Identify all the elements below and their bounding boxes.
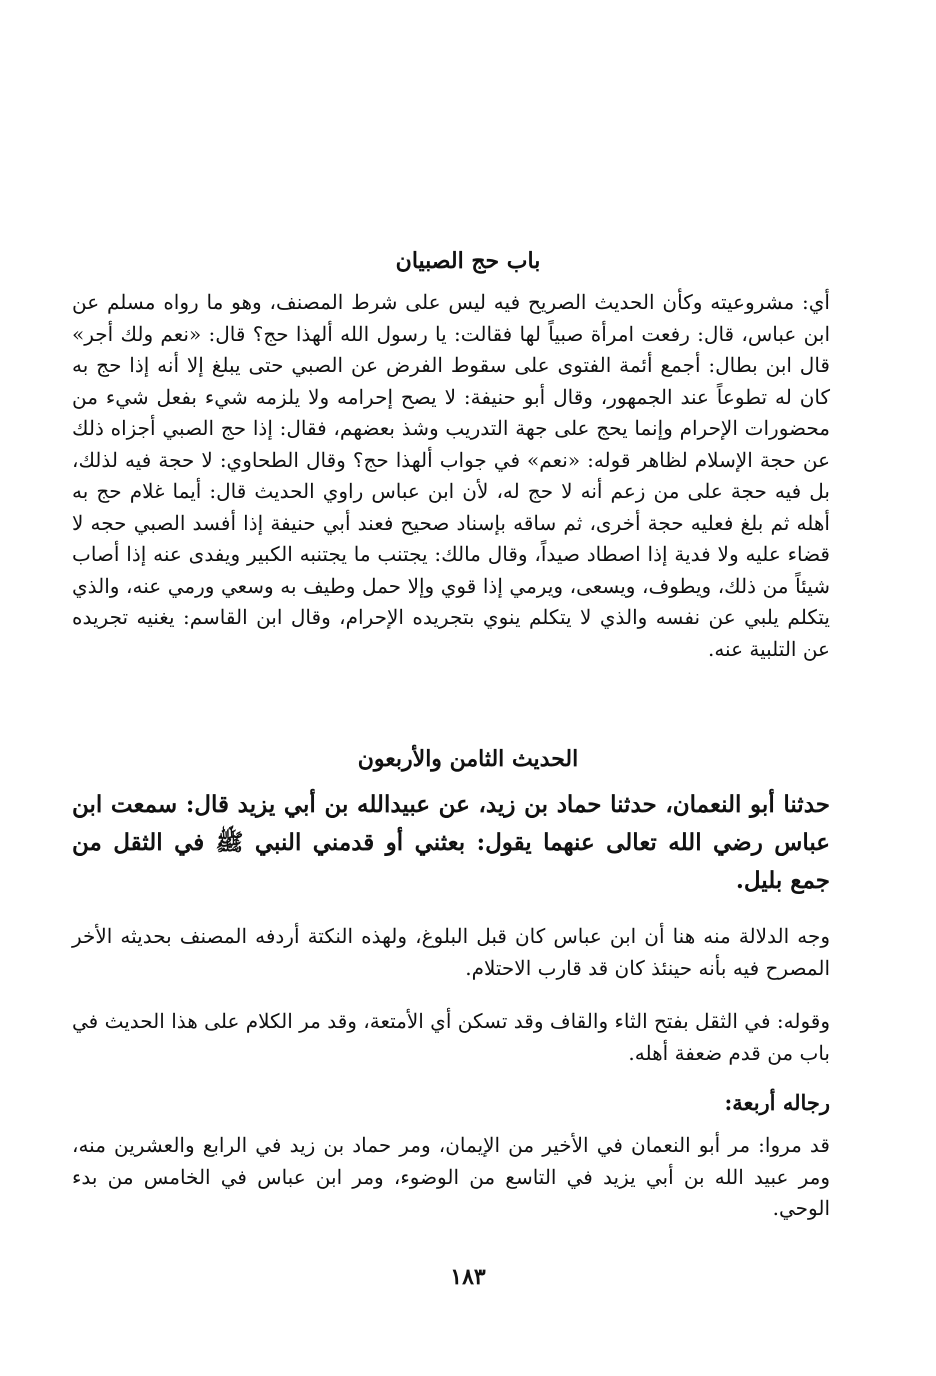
chapter-title: باب حج الصبيان [395,248,541,274]
commentary-paragraph-1: وجه الدلالة منه هنا أن ابن عباس كان قبل البلوغ، ولهذه النكتة أردفه المصنف بحديثه الأخر المصرح فيه بأنه حينئذ كان قد قارب الاحتلام. [72,924,830,980]
narrators-heading: رجاله أربعة: [724,1090,830,1115]
commentary-paragraph-2: وقوله: في الثقل بفتح الثاء والقاف وقد تسكن أي الأمتعة، وقد مر الكلام على هذا الحديث في باب من قدم ضعفة أهله. [71,1009,830,1065]
page-number: ١٨٣ [450,1264,486,1290]
hadith-text-paragraph: حدثنا أبو النعمان، حدثنا حماد بن زيد، عن عبيدالله بن أبي يزيد قال: سمعت ابن عباس رضي الله تعالى عنهما يقول: بعثني أو قدمني النبي ﷺ في الثقل من جمع بليل. [72,791,830,894]
hadith-heading: الحديث الثامن والأربعون [357,746,579,772]
narrators-paragraph: قد مروا: مر أبو النعمان في الأخير من الإيمان، ومر حماد بن زيد في الرابع والعشرين منه، ومر عبيد الله بن أبي يزيد في التاسع من الوضوء، ومر ابن عباس في الخامس من بدء الوحي. [72,1133,830,1220]
chapter-commentary-paragraph: أي: مشروعيته وكأن الحديث الصريح فيه ليس على شرط المصنف، وهو ما رواه مسلم عن ابن عباس، قال: رفعت امرأة صبياً لها فقالت: يا رسول الله ألهذا حج؟ قال: «نعم ولك أجر» قال ابن بطال: أجمع أئمة الفتوى على سقوط الفرض عن الصبي حتى يبلغ إلا أنه إذا حج به كان له تطوعاً عند الجمهور، وقال أبو حنيفة: لا يصح إحرامه ولا يلزمه شيء بفعل شيء من محضورات الإحرام وإنما يحج على جهة التدريب وشذ بعضهم، فقال: إذا حج الصبي أجزاه ذلك عن حجة الإسلام لظاهر قوله: «نعم» في جواب ألهذا حج؟ وقال الطحاوي: لا حجة فيه لذلك، بل فيه حجة على من زعم أنه لا حج له، لأن ابن عباس راوي الحديث قال: أيما غلام حج به أهله ثم بلغ فعليه حجة أخرى، ثم ساقه بإسناد صحيح فعند أبي حنيفة إذا أفسد الصبي حجه لا قضاء عليه ولا فدية إذا اصطاد صيداً، وقال مالك: يجتنب ما يجتنبه الكبير ويفدى عنه إذا أصاب شيئاً من ذلك، ويطوف، ويسعى، ويرمي إذا قوي وإلا حمل وطيف به وسعي ورمي عنه، والذي يتكلم يلبي عن نفسه والذي لا يتكلم ينوي بتجريده الإحرام، وقال ابن القاسم: يغنيه تجريده عن التلبية عنه. [72,290,831,661]
